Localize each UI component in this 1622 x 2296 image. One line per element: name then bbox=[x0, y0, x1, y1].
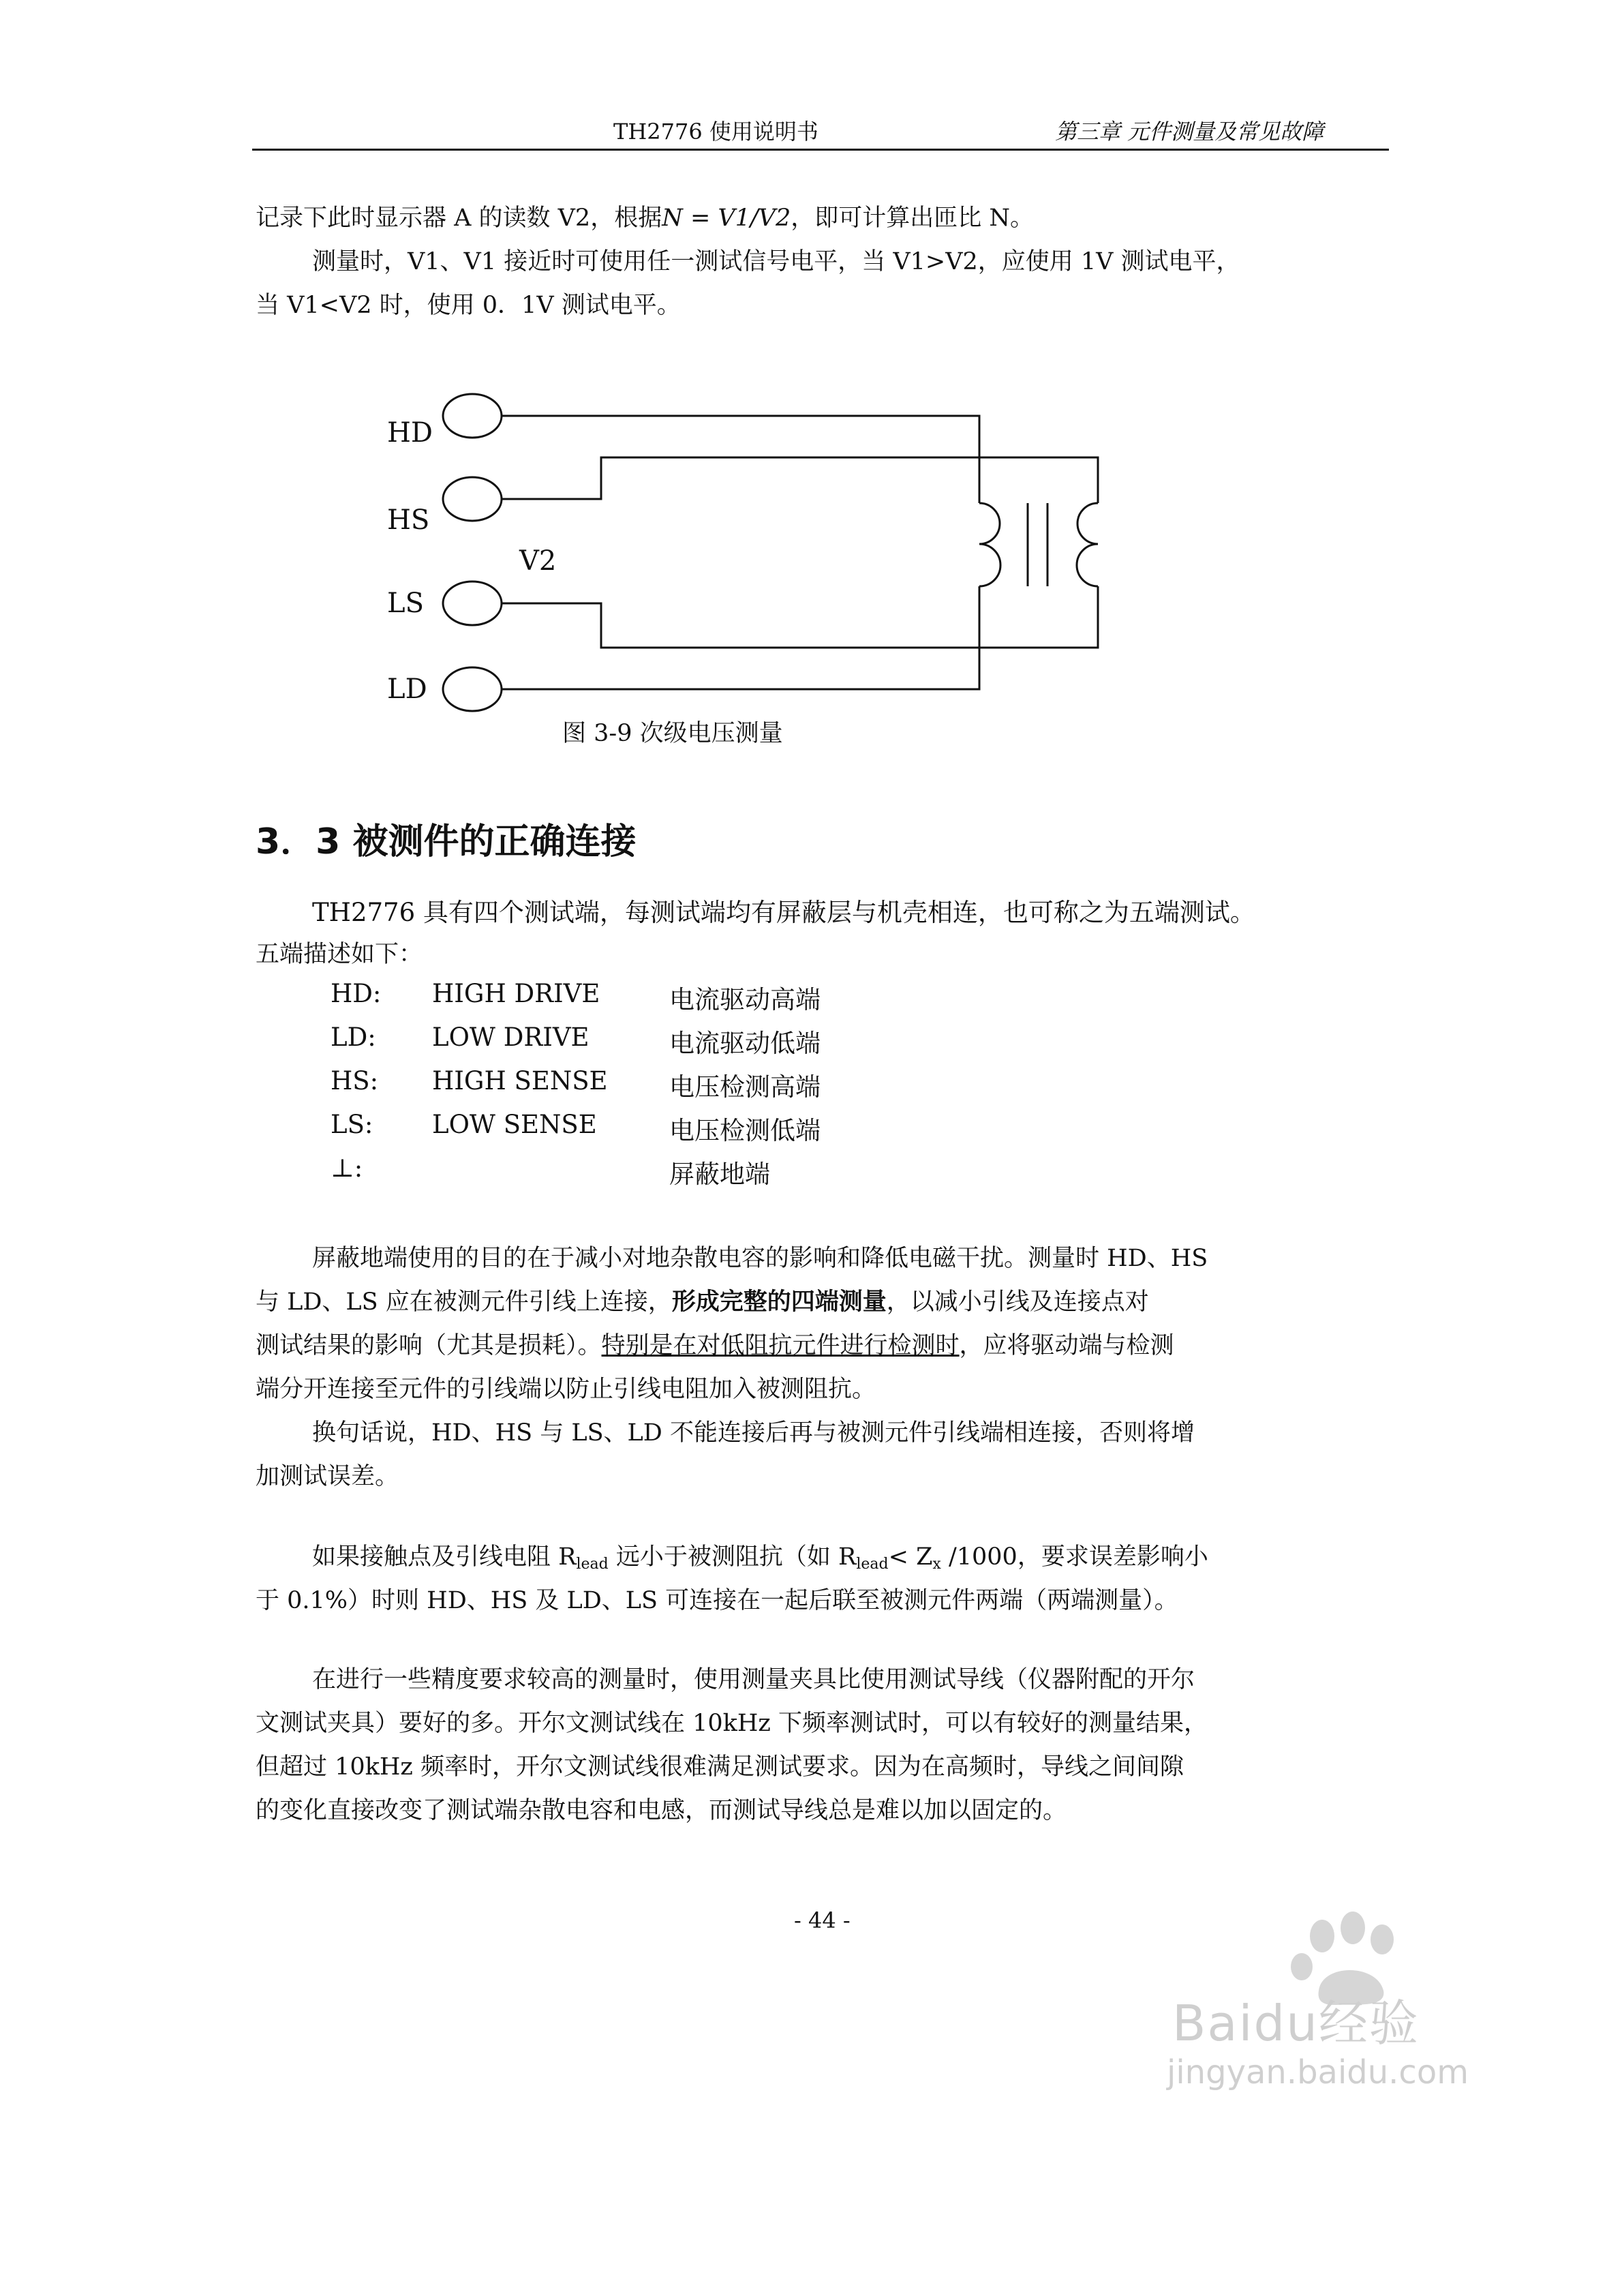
intro-line-2: 测量时，V1、V1 接近时可使用任一测试信号电平，当 V1>V2，应使用 1V 测试电平， bbox=[312, 248, 1240, 275]
formula: N = V1/V2 bbox=[662, 205, 791, 232]
p4-d: /1000，要求误差影响小 bbox=[940, 1543, 1208, 1571]
intro-line-3: 当 V1<V2 时，使用 0．1V 测试电平。 bbox=[256, 292, 681, 319]
p2-line-3 bbox=[256, 1327, 1174, 1361]
term-abbr: HS: bbox=[331, 1066, 379, 1096]
p5-line-1: 在进行一些精度要求较高的测量时，使用测量夹具比使用测试导线（仪器附配的开尔 bbox=[312, 1666, 1195, 1693]
p1-line-2: 五端描述如下： bbox=[256, 941, 423, 968]
header-chapter: 第三章 元件测量及常见故障 bbox=[1055, 119, 1324, 145]
term-desc: 电压检测高端 bbox=[669, 1072, 821, 1102]
terminal-ls-label: LS bbox=[387, 588, 424, 619]
term-name: HIGH DRIVE bbox=[432, 979, 600, 1008]
meter-label-v2: V2 bbox=[519, 545, 557, 577]
p2-emphasis: 形成完整的四端测量 bbox=[671, 1288, 887, 1316]
p4-line-1 bbox=[312, 1538, 1208, 1573]
term-desc: 屏蔽地端 bbox=[669, 1160, 770, 1189]
term-name: LOW DRIVE bbox=[432, 1023, 590, 1052]
intro-line-1-a: 记录下此时显示器 A 的读数 V2，根据 bbox=[256, 205, 662, 232]
p4-sub-3: x bbox=[932, 1556, 941, 1573]
p1-line-1: TH2776 具有四个测试端，每测试端均有屏蔽层与机壳相连，也可称之为五端测试。 bbox=[312, 898, 1255, 927]
p2-line-4: 端分开连接至元件的引线端以防止引线电阻加入被测阻抗。 bbox=[256, 1376, 876, 1403]
intro-line-1-b: ，即可计算出匝比 N。 bbox=[791, 205, 1035, 232]
term-desc: 电压检测低端 bbox=[669, 1116, 821, 1145]
p2-line-2-a: 与 LD、LS 应在被测元件引线上连接， bbox=[256, 1288, 672, 1316]
p4-line-2: 于 0.1%）时则 HD、HS 及 LD、LS 可连接在一起后联至被测元件两端（两端测量）。 bbox=[256, 1587, 1178, 1614]
secondary-coil bbox=[1077, 503, 1098, 586]
term-desc: 电流驱动低端 bbox=[669, 1029, 821, 1058]
term-abbr: HD: bbox=[331, 979, 382, 1008]
circuit-diagram bbox=[0, 0, 1622, 784]
section-title: 3．3 被测件的正确连接 bbox=[256, 821, 637, 862]
term-name: LOW SENSE bbox=[432, 1110, 597, 1139]
terminal-ls-connector bbox=[443, 581, 502, 625]
p4-b: 远小于被测阻抗（如 R bbox=[608, 1543, 857, 1571]
term-desc: 电流驱动高端 bbox=[669, 985, 821, 1014]
term-abbr: LD: bbox=[331, 1023, 376, 1052]
p4-sub-1: lead bbox=[576, 1556, 609, 1573]
p3-line-2: 加测试误差。 bbox=[256, 1463, 399, 1490]
p4-a: 如果接触点及引线电阻 R bbox=[312, 1543, 577, 1571]
page-number: - 44 - bbox=[794, 1907, 851, 1933]
p4-sub-2: lead bbox=[856, 1556, 889, 1573]
p2-line-2 bbox=[256, 1283, 1149, 1317]
p5-line-3: 但超过 10kHz 频率时，开尔文测试线很难满足测试要求。因为在高频时，导线之间间隙 bbox=[256, 1753, 1184, 1781]
ld-wire bbox=[502, 586, 979, 689]
p5-line-4: 的变化直接改变了测试端杂散电容和电感，而测试导线总是难以加以固定的。 bbox=[256, 1797, 1067, 1824]
hd-wire bbox=[502, 416, 979, 503]
watermark-brand: Baidu经验 bbox=[1172, 1995, 1420, 2052]
p2-line-2-c: ，以减小引线及连接点对 bbox=[886, 1288, 1149, 1316]
p3-line-1: 换句话说，HD、HS 与 LS、LD 不能连接后再与被测元件引线端相连接，否则将增 bbox=[312, 1419, 1195, 1447]
header-title: TH2776 使用说明书 bbox=[613, 119, 818, 145]
p4-c: < Z bbox=[888, 1543, 933, 1571]
term-name: HIGH SENSE bbox=[432, 1066, 608, 1096]
terminal-hs-label: HS bbox=[387, 504, 430, 536]
figure-caption: 图 3-9 次级电压测量 bbox=[562, 720, 783, 747]
hs-wire bbox=[502, 457, 1098, 503]
watermark-url: jingyan.baidu.com bbox=[1167, 2053, 1469, 2091]
term-abbr: LS: bbox=[331, 1110, 373, 1139]
terminal-hd-connector bbox=[443, 394, 502, 438]
term-abbr: ⊥: bbox=[331, 1153, 363, 1183]
p2-line-1: 屏蔽地端使用的目的在于减小对地杂散电容的影响和降低电磁干扰。测量时 HD、HS bbox=[312, 1245, 1208, 1272]
ls-wire bbox=[502, 586, 1098, 648]
terminal-hs-connector bbox=[443, 477, 502, 521]
p2-line-3-a: 测试结果的影响（尤其是损耗）。 bbox=[256, 1332, 602, 1359]
terminal-hd-label: HD bbox=[387, 417, 433, 449]
terminal-ld-connector bbox=[443, 667, 502, 711]
p2-underline: 特别是在对低阻抗元件进行检测时 bbox=[601, 1332, 960, 1359]
primary-coil bbox=[979, 503, 1000, 586]
p5-line-2: 文测试夹具）要好的多。开尔文测试线在 10kHz 下频率测试时，可以有较好的测量结果， bbox=[256, 1710, 1208, 1737]
terminal-ld-label: LD bbox=[387, 674, 427, 705]
p2-line-3-c: ，应将驱动端与检测 bbox=[959, 1332, 1174, 1359]
